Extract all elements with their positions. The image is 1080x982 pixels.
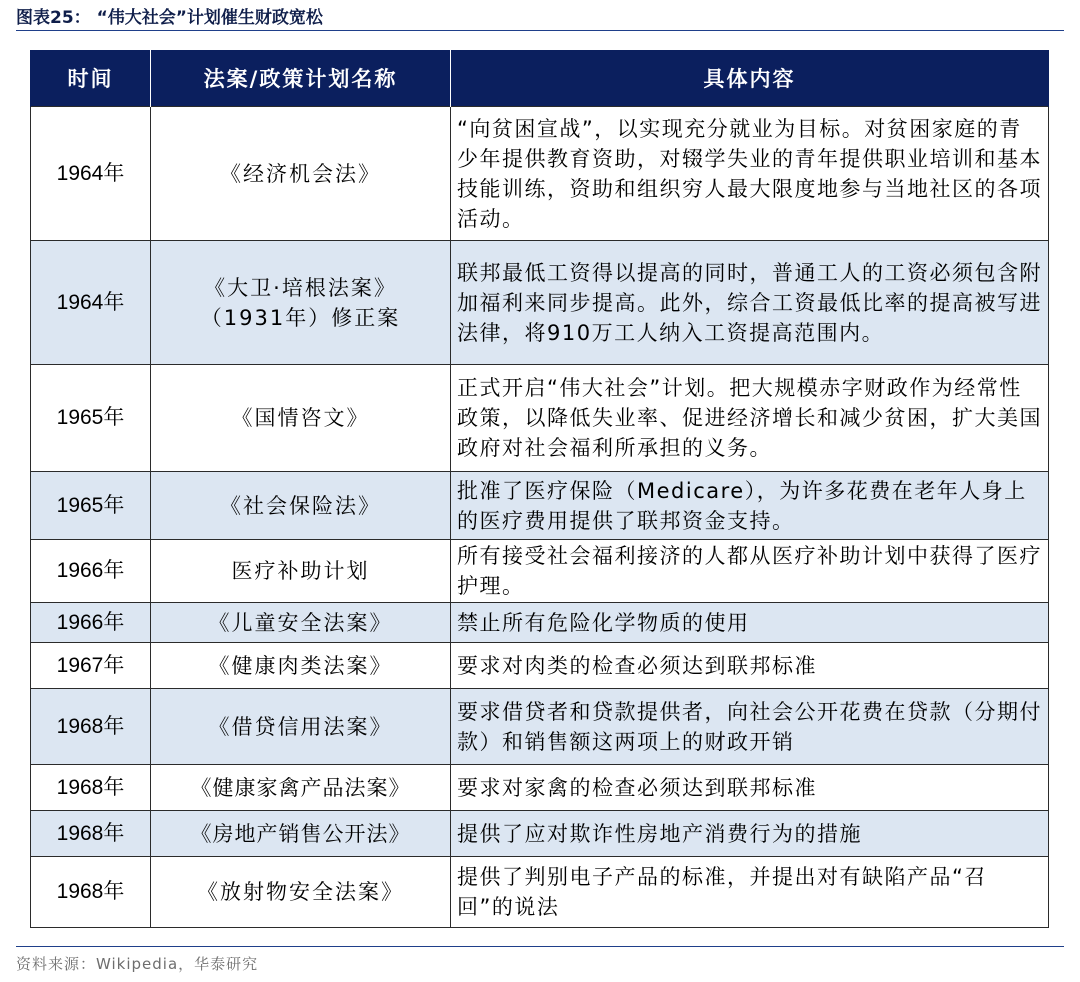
figure-title: 图表25： “伟大社会”计划催生财政宽松 bbox=[16, 6, 1064, 31]
policy-name-cell: 《房地产销售公开法》 bbox=[151, 811, 451, 857]
table-row bbox=[31, 107, 1049, 241]
year-cell: 1964年 bbox=[31, 241, 151, 365]
table-row bbox=[31, 643, 1049, 689]
content-cell: 要求对肉类的检查必须达到联邦标准 bbox=[451, 643, 1049, 689]
content-cell: 提供了应对欺诈性房地产消费行为的措施 bbox=[451, 811, 1049, 857]
policy-name-cell: 《大卫·培根法案》（1931年）修正案 bbox=[151, 241, 451, 365]
source-note: 资料来源：Wikipedia，华泰研究 bbox=[16, 946, 1064, 974]
content-cell: 所有接受社会福利接济的人都从医疗补助计划中获得了医疗护理。 bbox=[451, 540, 1049, 603]
year-cell: 1964年 bbox=[31, 107, 151, 241]
year-cell: 1965年 bbox=[31, 365, 151, 472]
policy-name-cell: 《借贷信用法案》 bbox=[151, 689, 451, 765]
policy-table bbox=[30, 50, 1049, 928]
policy-name-cell: 《经济机会法》 bbox=[151, 107, 451, 241]
content-cell: “向贫困宣战”，以实现充分就业为目标。对贫困家庭的青少年提供教育资助，对辍学失业的青年提供职业培训和基本技能训练，资助和组织穷人最大限度地参与当地社区的各项活动。 bbox=[451, 107, 1049, 241]
policy-name-cell: 《健康肉类法案》 bbox=[151, 643, 451, 689]
table-row bbox=[31, 765, 1049, 811]
content-cell: 提供了判别电子产品的标准，并提出对有缺陷产品“召回”的说法 bbox=[451, 857, 1049, 928]
header-content: 具体内容 bbox=[451, 50, 1049, 107]
content-cell: 批准了医疗保险（Medicare），为许多花费在老年人身上的医疗费用提供了联邦资金支持。 bbox=[451, 472, 1049, 540]
policy-name-cell: 《健康家禽产品法案》 bbox=[151, 765, 451, 811]
table-row bbox=[31, 811, 1049, 857]
content-cell: 要求对家禽的检查必须达到联邦标准 bbox=[451, 765, 1049, 811]
table-row bbox=[31, 472, 1049, 540]
year-cell: 1965年 bbox=[31, 472, 151, 540]
header-time: 时间 bbox=[31, 50, 151, 107]
policy-name-cell: 《社会保险法》 bbox=[151, 472, 451, 540]
policy-name-cell: 《放射物安全法案》 bbox=[151, 857, 451, 928]
content-cell: 联邦最低工资得以提高的同时，普通工人的工资必须包含附加福利来同步提高。此外，综合工资最低比率的提高被写进法律，将910万工人纳入工资提高范围内。 bbox=[451, 241, 1049, 365]
header-policy-name: 法案/政策计划名称 bbox=[151, 50, 451, 107]
table-row bbox=[31, 603, 1049, 643]
policy-name-cell: 医疗补助计划 bbox=[151, 540, 451, 603]
year-cell: 1968年 bbox=[31, 811, 151, 857]
table-row bbox=[31, 857, 1049, 928]
content-cell: 禁止所有危险化学物质的使用 bbox=[451, 603, 1049, 643]
policy-name-cell: 《儿童安全法案》 bbox=[151, 603, 451, 643]
year-cell: 1966年 bbox=[31, 540, 151, 603]
content-cell: 正式开启“伟大社会”计划。把大规模赤字财政作为经常性政策，以降低失业率、促进经济增长和减少贫困，扩大美国政府对社会福利所承担的义务。 bbox=[451, 365, 1049, 472]
year-cell: 1968年 bbox=[31, 689, 151, 765]
table-row bbox=[31, 365, 1049, 472]
table-row bbox=[31, 540, 1049, 603]
year-cell: 1966年 bbox=[31, 603, 151, 643]
policy-name-cell: 《国情咨文》 bbox=[151, 365, 451, 472]
table-row bbox=[31, 241, 1049, 365]
content-cell: 要求借贷者和贷款提供者，向社会公开花费在贷款（分期付款）和销售额这两项上的财政开销 bbox=[451, 689, 1049, 765]
year-cell: 1968年 bbox=[31, 857, 151, 928]
year-cell: 1967年 bbox=[31, 643, 151, 689]
year-cell: 1968年 bbox=[31, 765, 151, 811]
table-row bbox=[31, 689, 1049, 765]
table-header-row bbox=[31, 50, 1049, 107]
